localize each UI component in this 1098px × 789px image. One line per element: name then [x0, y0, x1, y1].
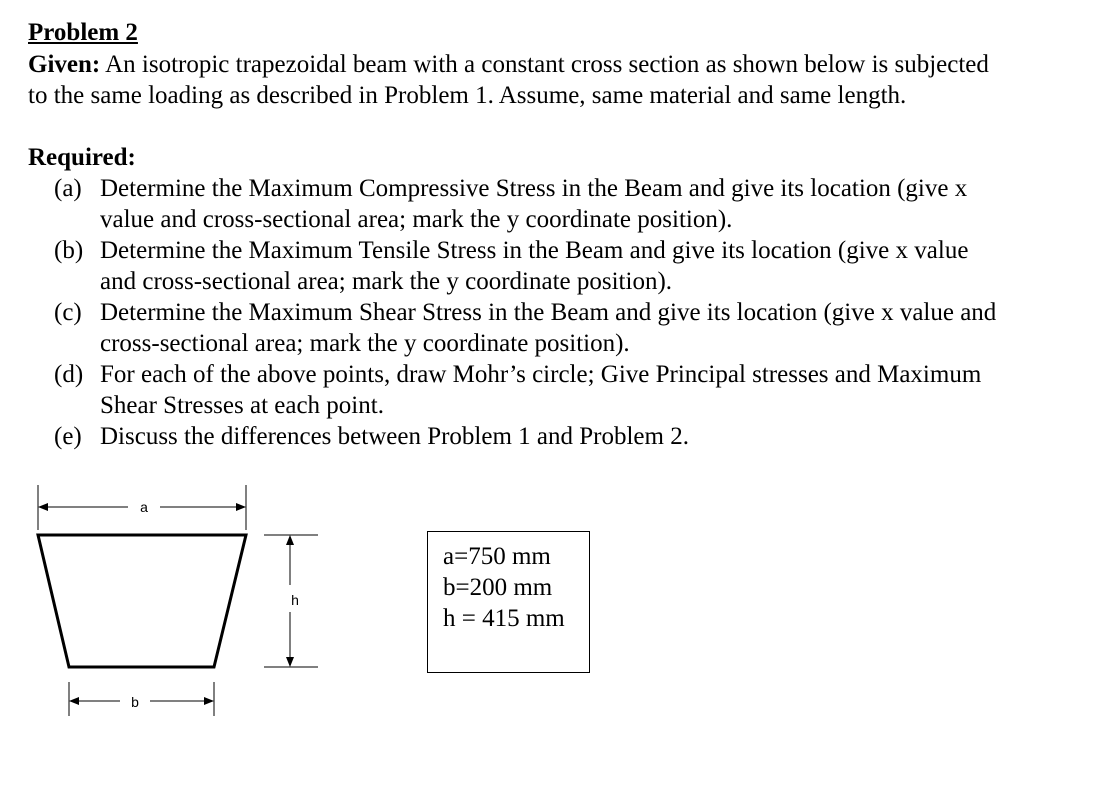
label-a: a	[140, 499, 148, 515]
dim-h-bottom-arrow	[286, 657, 294, 667]
given-label: Given:	[28, 51, 101, 78]
dim-a-left-arrow	[38, 503, 48, 511]
value-a: a=750 mm	[443, 543, 551, 570]
dimension-a	[38, 485, 246, 530]
item-e-line-1: Discuss the differences between Problem 1 and Problem 2.	[100, 423, 689, 450]
item-a-line-1: Determine the Maximum Compressive Stress in the Beam and give its location (give x	[100, 175, 968, 202]
dim-a-right-arrow	[236, 503, 246, 511]
given-line-1	[28, 50, 989, 80]
required-heading: Required:	[28, 144, 136, 171]
item-b-line-1: Determine the Maximum Tensile Stress in the Beam and give its location (give x value	[100, 237, 969, 264]
item-a-label: (a)	[54, 175, 82, 202]
given-values-box	[427, 531, 590, 673]
item-d-line-1: For each of the above points, draw Mohr’s circle; Give Principal stresses and Maximum	[100, 361, 982, 388]
item-e-label: (e)	[54, 423, 82, 450]
dim-h-top-arrow	[286, 535, 294, 545]
label-b: b	[131, 694, 139, 710]
label-h: h	[291, 592, 299, 608]
problem-title: Problem 2	[28, 19, 138, 46]
given-line-2: to the same loading as described in Problem 1. Assume, same material and same length.	[28, 82, 907, 109]
dim-b-right-arrow	[204, 697, 214, 705]
item-b-line-2: and cross-sectional area; mark the y coordinate position).	[100, 268, 673, 295]
value-b: b=200 mm	[443, 574, 553, 601]
value-h: h = 415 mm	[443, 605, 565, 632]
item-d-label: (d)	[54, 361, 84, 388]
item-c-label: (c)	[54, 299, 82, 326]
dimension-b	[69, 682, 214, 716]
dimension-h	[264, 535, 318, 667]
cross-section-diagram	[0, 470, 340, 730]
item-d-line-2: Shear Stresses at each point.	[100, 392, 384, 419]
item-a-line-2: value and cross-sectional area; mark the y coordinate position).	[100, 206, 733, 233]
dim-b-left-arrow	[69, 697, 79, 705]
item-c-line-1: Determine the Maximum Shear Stress in the Beam and give its location (give x value and	[100, 299, 997, 326]
item-c-line-2: cross-sectional area; mark the y coordinate position).	[100, 330, 630, 357]
item-b-label: (b)	[54, 237, 84, 264]
given-text-1: An isotropic trapezoidal beam with a constant cross section as shown below is subjected	[100, 51, 989, 78]
trapezoid-shape	[38, 535, 246, 667]
